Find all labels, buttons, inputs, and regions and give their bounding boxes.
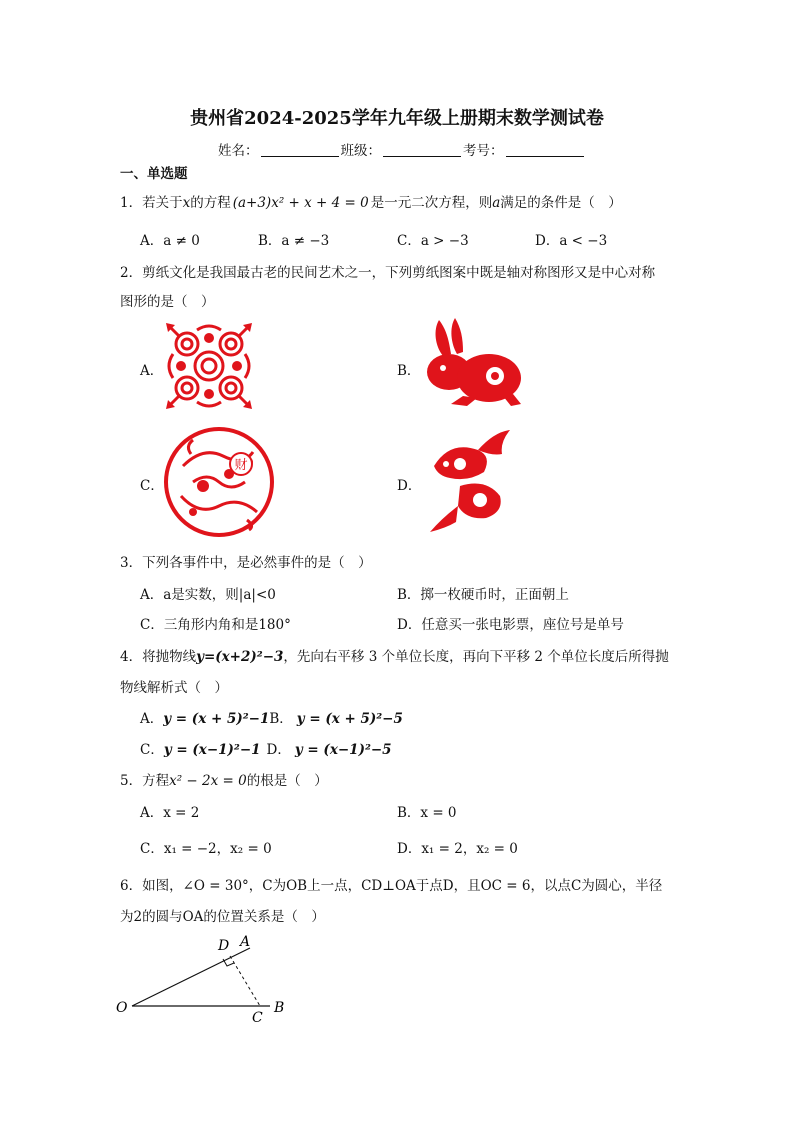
point-d-label: D <box>218 938 230 954</box>
q5-option-d[interactable]: D．x₁ = 2，x₂ = 0 <box>397 841 518 857</box>
question-2-stem-line2: 图形的是（ ） <box>120 294 215 310</box>
question-1-stem: 1．若关于x的方程 (a+3)x² + x + 4 = 0 是一元二次方程，则a满足的条件是（ ） <box>120 195 622 211</box>
seal-character: 财 <box>234 458 248 473</box>
point-o-label: O <box>116 1000 128 1016</box>
q4-options-row2[interactable]: C．y = (x−1)²−1 D． y = (x−1)²−5 <box>140 742 392 758</box>
question-4-stem-line2: 物线解析式（ ） <box>120 680 228 696</box>
class-blank[interactable] <box>383 142 461 157</box>
student-info-line <box>218 139 586 159</box>
name-blank[interactable] <box>261 142 339 157</box>
segment-cd <box>230 956 260 1006</box>
ray-oa <box>132 948 250 1006</box>
q3-option-d[interactable]: D．任意买一张电影票，座位号是单号 <box>397 617 624 633</box>
page-title: 贵州省2024-2025学年九年级上册期末数学测试卷 <box>190 108 604 129</box>
question-5-stem: 5．方程x² − 2x = 0的根是（ ） <box>120 773 328 789</box>
q1-option-d[interactable]: D．a < −3 <box>535 233 608 249</box>
goldfish-papercut-image[interactable] <box>420 426 516 536</box>
q5-option-c[interactable]: C．x₁ = −2，x₂ = 0 <box>140 841 272 857</box>
question-6-stem-line2: 为2的圆与OA的位置关系是（ ） <box>120 909 325 925</box>
q5-option-a[interactable]: A．x = 2 <box>140 805 200 821</box>
q5-option-b[interactable]: B．x = 0 <box>397 805 457 821</box>
q2-option-a-label[interactable]: A． <box>140 363 164 379</box>
q2-option-b-label[interactable]: B． <box>397 363 421 379</box>
q1-equation: (a+3)x² + x + 4 = 0 <box>232 195 369 211</box>
name-label: 姓名： <box>218 143 259 159</box>
q4-parabola: y=(x+2)²−3 <box>196 649 284 665</box>
class-label: 班级： <box>340 143 381 159</box>
exam-no-blank[interactable] <box>506 142 584 157</box>
q4-options-row1[interactable]: A．y = (x + 5)²−1B． y = (x + 5)²−5 <box>140 711 403 727</box>
q5-equation: x² − 2x = 0 <box>169 773 247 789</box>
point-c-label: C <box>252 1010 263 1026</box>
point-a-label: A <box>240 934 251 950</box>
dragon-papercut-image[interactable] <box>163 426 275 538</box>
question-3-stem: 3．下列各事件中，是必然事件的是（ ） <box>120 555 372 571</box>
q3-option-a[interactable]: A．a是实数，则|a|<0 <box>140 587 276 603</box>
q2-option-c-label[interactable]: C． <box>140 478 164 494</box>
q1-option-b[interactable]: B．a ≠ −3 <box>258 233 330 249</box>
point-b-label: B <box>274 1000 285 1016</box>
question-2-stem-line1: 2．剪纸文化是我国最古老的民间艺术之一，下列剪纸图案中既是轴对称图形又是中心对称 <box>120 265 656 281</box>
q3-option-b[interactable]: B．掷一枚硬币时，正面朝上 <box>397 587 569 603</box>
exam-no-label: 考号： <box>463 143 504 159</box>
q3-option-c[interactable]: C．三角形内角和是180° <box>140 617 291 633</box>
section-heading: 一、单选题 <box>120 166 188 182</box>
question-6-stem-line1: 6．如图，∠O = 30°，C为OB上一点，CD⊥OA于点D，且OC = 6，以点C为圆心，半径 <box>120 878 663 894</box>
q1-option-a[interactable]: A．a ≠ 0 <box>140 233 200 249</box>
rabbit-papercut-image[interactable] <box>423 316 525 410</box>
flower-papercut-image[interactable] <box>163 320 255 412</box>
geometry-figure <box>112 930 302 1026</box>
q1-option-c[interactable]: C．a > −3 <box>397 233 469 249</box>
question-4-stem-line1: 4．将抛物线y=(x+2)²−3，先向右平移 3 个单位长度，再向下平移 2 个单位长度后所得抛 <box>120 649 669 665</box>
q2-option-d-label[interactable]: D． <box>397 478 422 494</box>
